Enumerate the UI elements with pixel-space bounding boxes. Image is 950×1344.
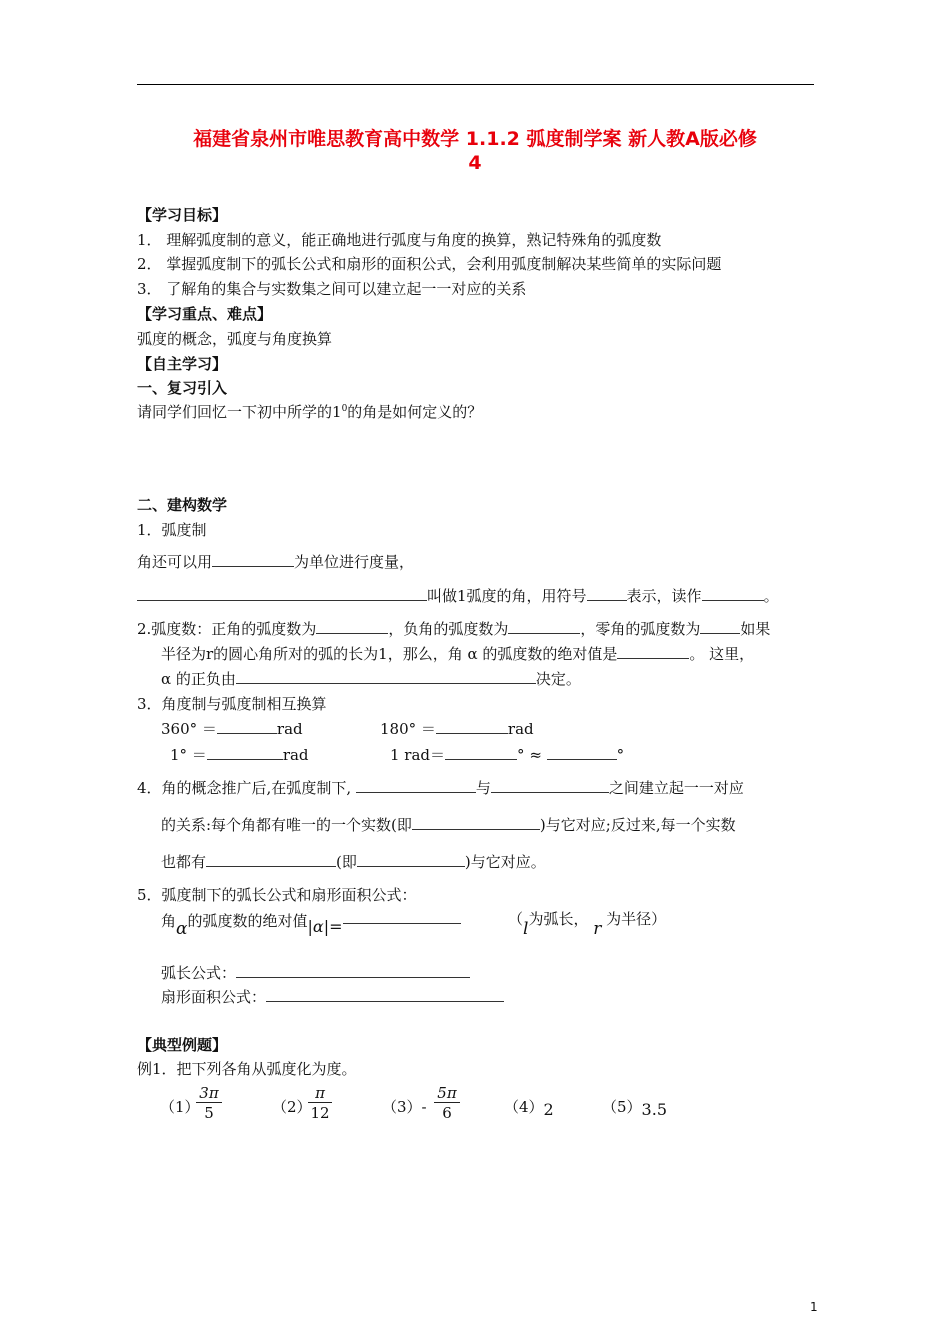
blank xyxy=(491,778,609,793)
sector-area-formula: 扇形面积公式： xyxy=(161,986,504,1007)
section2-line2: 半径为r的圆心角所对的弧的长为1，那么，角 α 的弧度数的绝对值是 。 这里， xyxy=(161,645,755,663)
example-label-2: （2） xyxy=(272,1098,312,1116)
blank xyxy=(508,619,580,634)
blank xyxy=(357,852,465,867)
page-number: 1 xyxy=(810,1300,818,1314)
objective-item: 1． 理解弧度制的意义，能正确地进行弧度与角度的换算，熟记特殊角的弧度数 xyxy=(137,231,662,249)
fraction-5pi-6: $\frac{5\pi}{6}$ xyxy=(434,1084,460,1122)
header-rule xyxy=(137,84,814,85)
fraction-bar xyxy=(343,923,461,924)
section5-note: （l为弧长， r 为半径） xyxy=(508,910,667,939)
conversion-1rad: 1 rad＝ ° ≈ ° xyxy=(390,746,625,764)
fraction-3pi-5: $\frac{3\pi}{5}$ xyxy=(196,1084,222,1122)
example-label-3: （3）- xyxy=(382,1098,427,1116)
blank xyxy=(236,669,536,684)
blank xyxy=(212,552,294,567)
example1-prompt: 例1．把下列各角从弧度化为度。 xyxy=(137,1060,357,1078)
blank xyxy=(316,619,388,634)
examples-heading: 【典型例题】 xyxy=(137,1036,228,1054)
blank xyxy=(137,586,427,601)
objective-item: 3． 了解角的集合与实数集之间可以建立起一一对应的关系 xyxy=(137,280,527,298)
example-label-1: （1） xyxy=(160,1098,200,1116)
keypoints-heading: 【学习重点、难点】 xyxy=(137,305,273,323)
fraction-pi-12: $\frac{\pi}{12}$ xyxy=(308,1084,332,1122)
blank xyxy=(412,815,540,830)
example-5: （5）3.5 xyxy=(602,1098,667,1119)
section4-line2: 的关系:每个角都有唯一的一个实数(即 )与它对应;反过来,每一个实数 xyxy=(161,816,736,834)
section2-line3: α 的正负由 决定。 xyxy=(161,670,581,688)
review-question: 请同学们回忆一下初中所学的$1^0$的角是如何定义的？ xyxy=(137,403,483,421)
blank xyxy=(206,852,336,867)
blank xyxy=(700,619,740,634)
example-4: （4）2 xyxy=(504,1098,554,1119)
section4-line1: 4．角的概念推广后,在弧度制下, 与 之间建立起一一对应 xyxy=(137,779,744,797)
blank xyxy=(445,745,517,760)
page-title: 福建省泉州市唯思教育高中数学 1.1.2 弧度制学案 新人教A版必修 xyxy=(193,128,757,150)
blank xyxy=(207,745,283,760)
conversion-360: 360° ＝ rad xyxy=(161,720,303,738)
self-study-heading: 【自主学习】 xyxy=(137,355,228,373)
blank xyxy=(702,586,764,601)
blank xyxy=(436,719,508,734)
section3-title: 3．角度制与弧度制相互换算 xyxy=(137,695,327,713)
section2-line1: 2.弧度数：正角的弧度数为 ，负角的弧度数为 ，零角的弧度数为 如果 xyxy=(137,620,771,638)
blank xyxy=(236,963,470,978)
section1-line-b: 叫做1弧度的角，用符号 表示，读作 。 xyxy=(137,585,779,606)
section1-title: 1．弧度制 xyxy=(137,521,207,539)
section5-formula: 角α的弧度数的绝对值|α|= xyxy=(161,910,461,931)
keypoints-text: 弧度的概念，弧度与角度换算 xyxy=(137,330,333,348)
conversion-180: 180° ＝ rad xyxy=(380,720,534,738)
section5-title: 5．弧度制下的弧长公式和扇形面积公式： xyxy=(137,886,417,904)
page-title-line2: 4 xyxy=(468,152,482,174)
blank xyxy=(266,987,504,1002)
blank xyxy=(587,586,627,601)
section4-line3: 也都有 (即 )与它对应。 xyxy=(161,853,546,871)
construct-heading: 二、建构数学 xyxy=(137,496,228,514)
blank xyxy=(217,719,277,734)
blank xyxy=(356,778,476,793)
conversion-1deg: 1° ＝ rad xyxy=(170,746,309,764)
objective-item: 2． 掌握弧度制下的弧长公式和扇形的面积公式，会利用弧度制解决某些简单的实际问题 xyxy=(137,255,722,273)
blank xyxy=(547,745,617,760)
review-heading: 一、复习引入 xyxy=(137,379,228,397)
arc-length-formula: 弧长公式： xyxy=(161,962,470,983)
section1-line-a: 角还可以用 为单位进行度量， xyxy=(137,553,415,571)
blank xyxy=(617,644,689,659)
objectives-heading: 【学习目标】 xyxy=(137,206,228,224)
